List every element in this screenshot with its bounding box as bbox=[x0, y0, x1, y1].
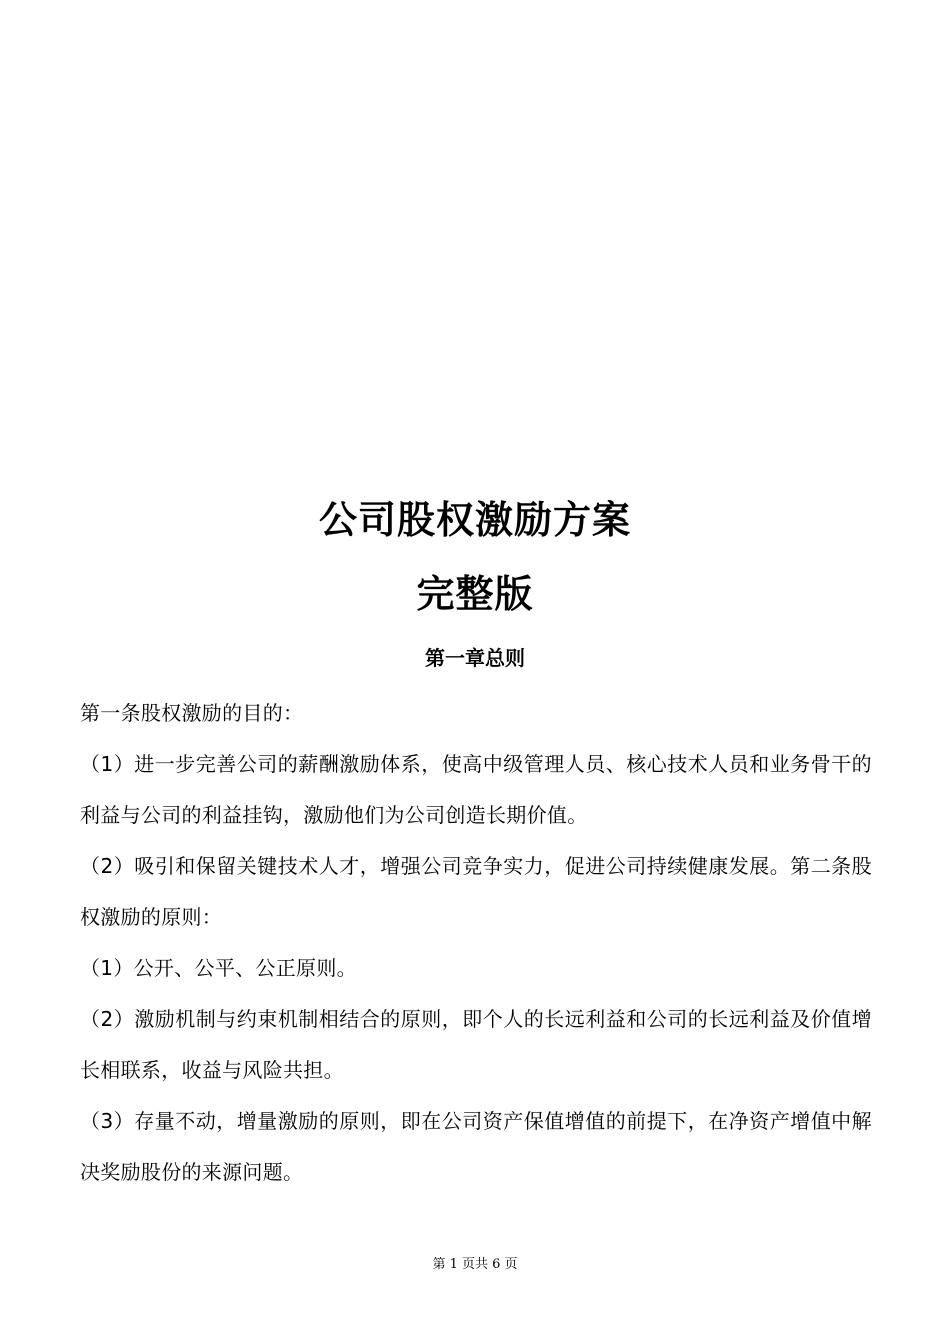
chapter-heading: 第一章总则 bbox=[425, 646, 525, 670]
paragraph-principle-1: （1）公开、公平、公正原则。 bbox=[80, 956, 357, 980]
document-subtitle: 完整版 bbox=[416, 572, 534, 616]
paragraph-principle-3: （3）存量不动，增量激励的原则，即在公司资产保值增值的前提下，在净资产增值中解决奖励股份的来源问题。 bbox=[80, 1109, 872, 1184]
paragraph-article-1-heading: 第一条股权激励的目的： bbox=[80, 701, 304, 725]
document-body bbox=[80, 688, 872, 1198]
page-number-footer: 第 1 页共 6 页 bbox=[432, 1257, 518, 1272]
paragraph-purpose-2: （2）吸引和保留关键技术人才，增强公司竞争实力，促进公司持续健康发展。第二条股权激励的原则： bbox=[80, 854, 872, 929]
paragraph-purpose-1: （1）进一步完善公司的薪酬激励体系，使高中级管理人员、核心技术人员和业务骨干的利益与公司的利益挂钩，激励他们为公司创造长期价值。 bbox=[80, 752, 872, 827]
paragraph-principle-2: （2）激励机制与约束机制相结合的原则，即个人的长远利益和公司的长远利益及价值增长相联系，收益与风险共担。 bbox=[80, 1007, 872, 1082]
document-title: 公司股权激励方案 bbox=[318, 498, 631, 542]
